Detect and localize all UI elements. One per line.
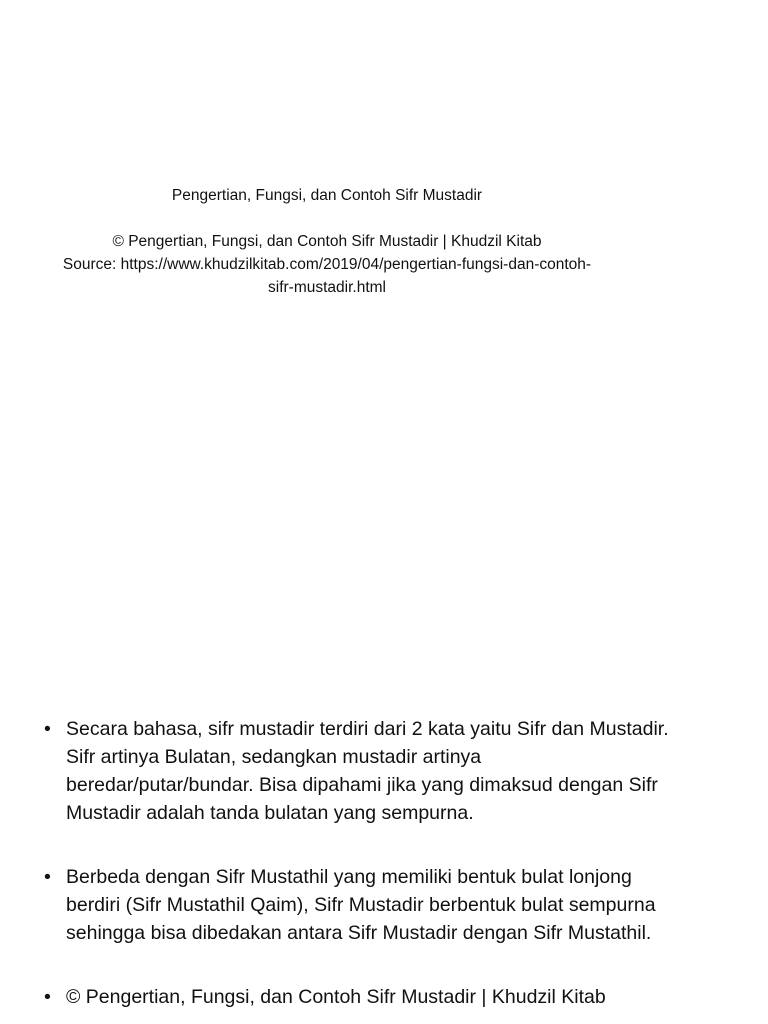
slide-header <box>0 184 654 299</box>
header-attribution <box>0 230 654 299</box>
bullet-text-line: Secara bahasa, sifr mustadir terdiri dari 2 kata yaitu Sifr dan Mustadir. <box>66 718 669 740</box>
bullet-text-line: Sifr artinya Bulatan, sedangkan mustadir artinya <box>66 746 482 768</box>
bullet-text-line: Mustadir adalah tanda bulatan yang sempurna. <box>66 802 474 824</box>
bullet-item-comparison <box>44 863 734 947</box>
slide-title: Pengertian, Fungsi, dan Contoh Sifr Mustadir <box>171 187 483 204</box>
bullet-text-line: © Pengertian, Fungsi, dan Contoh Sifr Mustadir | Khudzil Kitab <box>66 986 606 1008</box>
bullet-dot-icon: • <box>44 986 51 1008</box>
bullet-text-line: berdiri (Sifr Mustathil Qaim), Sifr Mustadir berbentuk bulat sempurna <box>66 894 656 916</box>
bullet-list <box>44 715 734 1024</box>
bullet-dot-icon: • <box>44 866 51 888</box>
bullet-item-definition <box>44 715 734 827</box>
attribution-source-line: Source: https://www.khudzilkitab.com/2019/04/pengertian-fungsi-dan-contoh- <box>62 256 592 273</box>
bullet-text-line: Berbeda dengan Sifr Mustathil yang memiliki bentuk bulat lonjong <box>66 866 632 888</box>
bullet-item-attribution <box>44 983 734 1011</box>
attribution-copyright-line: © Pengertian, Fungsi, dan Contoh Sifr Mustadir | Khudzil Kitab <box>112 233 542 250</box>
attribution-source-line-continued: sifr-mustadir.html <box>268 279 386 296</box>
bullet-text-line: beredar/putar/bundar. Bisa dipahami jika yang dimaksud dengan Sifr <box>66 774 658 796</box>
bullet-dot-icon: • <box>44 718 51 740</box>
bullet-text-line: sehingga bisa dibedakan antara Sifr Mustadir dengan Sifr Mustathil. <box>66 922 652 944</box>
